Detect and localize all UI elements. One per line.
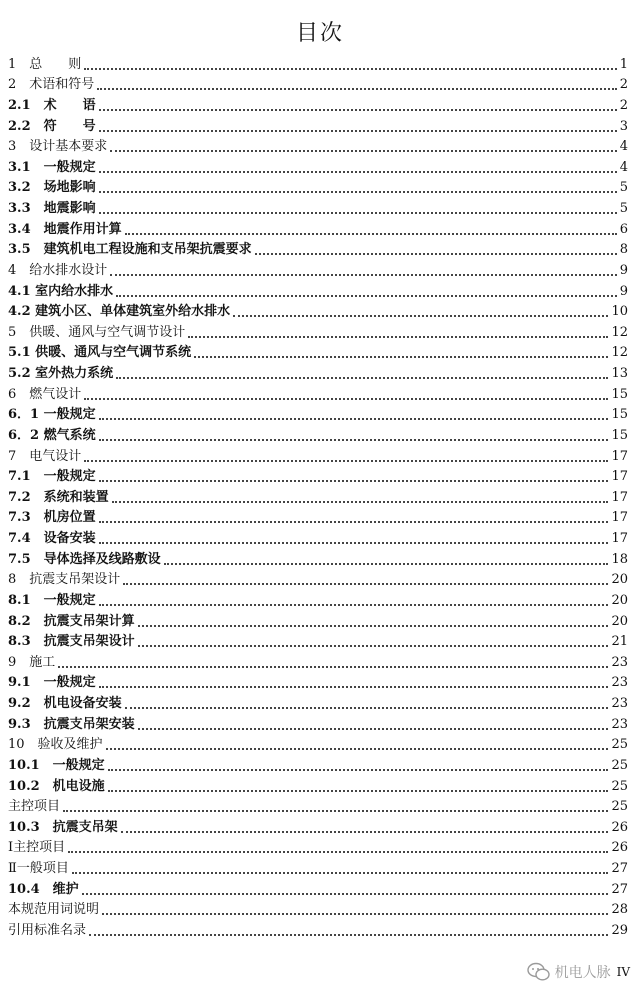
toc-entry-label: 2 术语和符号 [8, 77, 95, 93]
toc-entry-page: 20 [611, 613, 628, 629]
toc-entry-page: 4 [619, 139, 628, 155]
toc-leader-dots [116, 377, 608, 379]
toc-entry-label: 7.4 设备安装 [8, 531, 96, 546]
toc-leader-dots [138, 645, 609, 647]
toc-entry [8, 135, 628, 156]
toc-entry-page: 23 [611, 675, 628, 691]
watermark [527, 962, 630, 982]
toc-entry-label: 2.1 术 语 [8, 97, 96, 113]
toc-entry-page: 20 [611, 592, 628, 608]
toc-entry [8, 650, 628, 671]
toc-entry-label: 3.3 地震影响 [8, 201, 96, 216]
toc-entry [8, 733, 628, 754]
toc-leader-dots [99, 212, 617, 214]
toc-entry-label: 8.2 抗震支吊架计算 [8, 613, 135, 629]
toc-entry-label: 3.1 一般规定 [8, 159, 96, 175]
toc-entry [8, 52, 628, 73]
toc-entry-page: 10 [611, 304, 628, 320]
toc-leader-dots [99, 686, 609, 688]
toc-leader-dots [68, 851, 608, 853]
toc-leader-dots [97, 88, 616, 90]
toc-entry-label: 3 设计基本要求 [8, 139, 108, 155]
toc-entry-page: 17 [611, 510, 628, 526]
toc-leader-dots [138, 728, 609, 730]
toc-entry-page: 5 [619, 180, 628, 196]
toc-entry-label: 8.3 抗震支吊架设计 [8, 634, 135, 650]
toc-entry-label: 7.2 系统和装置 [8, 489, 109, 505]
toc-leader-dots [110, 274, 616, 276]
toc-entry [8, 258, 628, 279]
toc-entry-page: 4 [619, 159, 628, 175]
toc-entry [8, 320, 628, 341]
toc-leader-dots [116, 295, 617, 297]
wechat-icon [527, 962, 551, 982]
toc-entry-page: 9 [619, 262, 628, 278]
toc-leader-dots [123, 583, 608, 585]
toc-entry-label: 8.1 一般规定 [8, 592, 96, 608]
toc-entry [8, 898, 628, 919]
toc-entry-page: 8 [619, 242, 628, 258]
toc-entry [8, 196, 628, 217]
toc-entry-label: 7.3 机房位置 [8, 510, 96, 526]
toc-leader-dots [99, 418, 609, 420]
toc-entry-page: 17 [611, 531, 628, 546]
toc-entry-page: 26 [611, 840, 628, 856]
page-title: 目次 [295, 21, 344, 46]
toc-leader-dots [138, 625, 609, 627]
toc-leader-dots [99, 191, 617, 193]
table-of-contents [8, 52, 628, 939]
toc-entry-label: 7 电气设计 [8, 448, 82, 464]
toc-entry [8, 73, 628, 94]
toc-entry-label: 1 总 则 [8, 56, 82, 72]
toc-entry [8, 774, 628, 795]
toc-entry [8, 155, 628, 176]
toc-entry-page: 17 [611, 469, 628, 485]
toc-leader-dots [255, 253, 617, 255]
toc-entry-label: 8 抗震支吊架设计 [8, 572, 121, 588]
toc-leader-dots [58, 666, 608, 668]
toc-entry [8, 341, 628, 362]
toc-entry [8, 300, 628, 321]
toc-entry-label: 4 给水排水设计 [8, 262, 108, 278]
toc-entry-page: 23 [611, 716, 628, 732]
toc-leader-dots [99, 130, 617, 132]
toc-leader-dots [99, 604, 609, 606]
toc-leader-dots [99, 439, 609, 441]
toc-entry-label: 10.1 一般规定 [8, 757, 105, 773]
toc-entry-label: Ⅰ主控项目 [8, 840, 66, 856]
toc-entry-label: 6．2 燃气系统 [8, 427, 96, 443]
toc-entry [8, 836, 628, 857]
toc-entry [8, 444, 628, 465]
toc-entry-page: 3 [619, 118, 628, 134]
toc-entry [8, 485, 628, 506]
toc-entry-page: 21 [611, 634, 628, 650]
toc-entry-page: 15 [611, 427, 628, 443]
toc-entry [8, 630, 628, 651]
toc-entry [8, 877, 628, 898]
toc-leader-dots [99, 521, 609, 523]
toc-leader-dots [106, 748, 609, 750]
toc-entry-page: 25 [611, 799, 628, 815]
toc-leader-dots [99, 542, 609, 544]
toc-entry-label: 2.2 符 号 [8, 118, 96, 134]
toc-entry-page: 25 [611, 757, 628, 773]
toc-entry-page: 12 [611, 324, 628, 340]
toc-leader-dots [89, 934, 608, 936]
toc-leader-dots [188, 336, 608, 338]
toc-entry-page: 28 [611, 902, 628, 918]
toc-entry [8, 526, 628, 547]
toc-leader-dots [108, 790, 609, 792]
toc-entry [8, 547, 628, 568]
toc-entry-page: 6 [619, 221, 628, 237]
toc-entry-page: 13 [611, 366, 628, 381]
toc-entry-label: 10.2 机电设施 [8, 778, 105, 794]
toc-entry [8, 176, 628, 197]
toc-leader-dots [110, 150, 616, 152]
toc-leader-dots [164, 563, 609, 565]
toc-entry-label: 6 燃气设计 [8, 386, 82, 402]
toc-entry [8, 279, 628, 300]
toc-leader-dots [121, 831, 609, 833]
toc-entry [8, 568, 628, 589]
toc-entry-label: 9 施工 [8, 654, 56, 670]
toc-entry-label: 4.2 建筑小区、单体建筑室外给水排水 [8, 304, 231, 320]
toc-leader-dots [99, 171, 617, 173]
toc-leader-dots [63, 810, 608, 812]
toc-entry-page: 2 [619, 77, 628, 93]
toc-entry [8, 795, 628, 816]
toc-leader-dots [233, 315, 608, 317]
toc-entry-page: 29 [611, 922, 628, 938]
toc-entry [8, 403, 628, 424]
toc-leader-dots [84, 398, 608, 400]
toc-leader-dots [82, 893, 609, 895]
toc-entry-label: 主控项目 [8, 799, 61, 815]
toc-entry-page: 20 [611, 572, 628, 588]
toc-entry [8, 465, 628, 486]
toc-entry [8, 506, 628, 527]
toc-entry-page: 27 [611, 861, 628, 876]
toc-entry-page: 15 [611, 407, 628, 423]
toc-entry-page: 15 [611, 386, 628, 402]
toc-entry-label: 引用标准名录 [8, 922, 87, 938]
toc-entry-label: 7.1 一般规定 [8, 469, 96, 485]
toc-entry [8, 238, 628, 259]
toc-leader-dots [84, 68, 616, 70]
toc-leader-dots [102, 913, 608, 915]
toc-entry-page: 2 [619, 97, 628, 113]
toc-entry [8, 93, 628, 114]
toc-entry-label: 9.1 一般规定 [8, 675, 96, 691]
toc-entry-label: 10.4 维护 [8, 881, 79, 897]
toc-entry-label: 5.2 室外热力系统 [8, 366, 114, 381]
toc-entry [8, 918, 628, 939]
toc-leader-dots [194, 356, 608, 358]
toc-entry-label: 10.3 抗震支吊架 [8, 819, 118, 835]
toc-entry-page: 17 [611, 448, 628, 464]
toc-entry-label: 3.5 建筑机电工程设施和支吊架抗震要求 [8, 242, 252, 258]
toc-leader-dots [99, 480, 609, 482]
toc-entry-page: 23 [611, 654, 628, 670]
toc-leader-dots [108, 769, 609, 771]
toc-entry [8, 712, 628, 733]
toc-entry [8, 815, 628, 836]
toc-entry-label: 7.5 导体选择及线路敷设 [8, 551, 161, 567]
toc-entry-page: 23 [611, 696, 628, 711]
toc-entry [8, 361, 628, 382]
toc-entry-page: 17 [611, 489, 628, 505]
toc-entry-label: 9.3 抗震支吊架安装 [8, 716, 135, 732]
toc-entry-page: 5 [619, 201, 628, 216]
page-number: IV [616, 965, 630, 979]
toc-entry-page: 18 [611, 551, 628, 567]
toc-leader-dots [125, 707, 609, 709]
toc-entry-label: 4.1 室内给水排水 [8, 283, 114, 299]
toc-entry-page: 25 [611, 737, 628, 753]
toc-entry [8, 423, 628, 444]
toc-leader-dots [112, 501, 609, 503]
toc-entry-label: 本规范用词说明 [8, 902, 100, 918]
toc-entry [8, 753, 628, 774]
toc-leader-dots [72, 872, 609, 874]
toc-entry-label: Ⅱ一般项目 [8, 861, 69, 876]
toc-entry [8, 382, 628, 403]
toc-entry-page: 12 [611, 345, 628, 361]
toc-entry-label: 9.2 机电设备安装 [8, 696, 122, 711]
toc-entry [8, 856, 628, 877]
toc-entry [8, 217, 628, 238]
toc-entry-label: 5 供暖、通风与空气调节设计 [8, 324, 186, 340]
toc-leader-dots [125, 233, 617, 235]
toc-entry-label: 6．1 一般规定 [8, 407, 96, 423]
toc-entry [8, 588, 628, 609]
toc-entry-label: 3.2 场地影响 [8, 180, 96, 196]
toc-entry-page: 9 [619, 283, 628, 299]
toc-entry-label: 10 验收及维护 [8, 737, 103, 753]
toc-leader-dots [99, 109, 617, 111]
toc-entry-label: 3.4 地震作用计算 [8, 221, 122, 237]
toc-entry-page: 1 [619, 56, 628, 72]
toc-entry [8, 691, 628, 712]
toc-entry-page: 25 [611, 778, 628, 794]
toc-entry-page: 27 [611, 881, 628, 897]
toc-leader-dots [84, 460, 608, 462]
toc-entry [8, 609, 628, 630]
toc-entry-label: 5.1 供暖、通风与空气调节系统 [8, 345, 192, 361]
toc-entry [8, 114, 628, 135]
toc-entry [8, 671, 628, 692]
toc-entry-page: 26 [611, 819, 628, 835]
watermark-text: 机电人脉 [554, 965, 611, 981]
